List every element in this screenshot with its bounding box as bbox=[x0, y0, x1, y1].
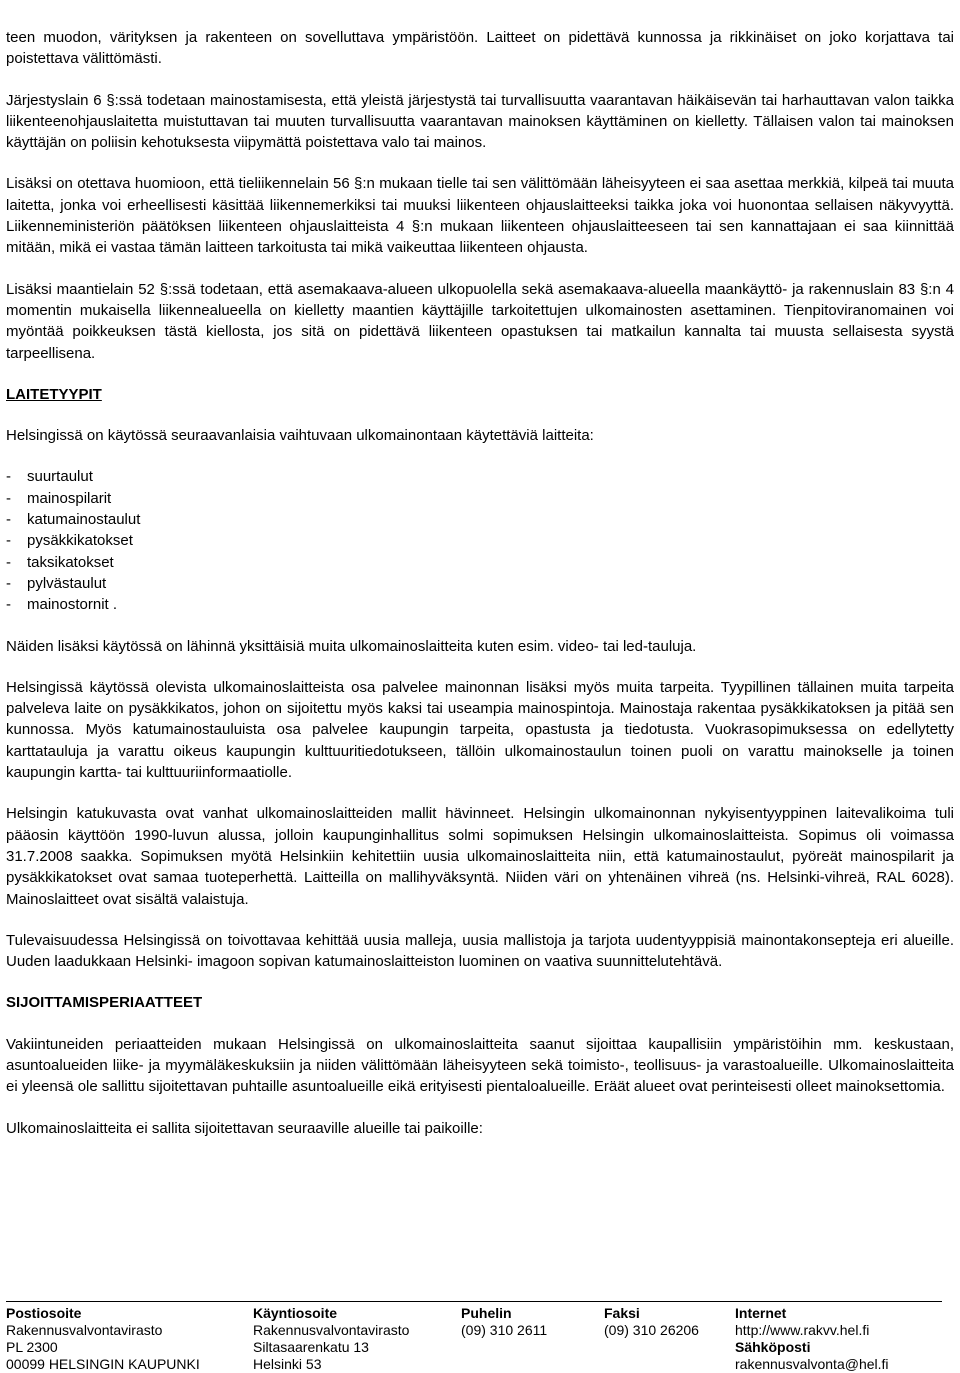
list-item: - pylvästaulut bbox=[6, 573, 954, 594]
list-item: - mainostornit . bbox=[6, 594, 954, 615]
heading-sijoittamisperiaatteet: SIJOITTAMISPERIAATTEET bbox=[6, 994, 203, 1012]
paragraph-future: Tulevaisuudessa Helsingissä on toivottavaa kehittää uusia malleja, uusia mallistoja ja tarjota uudentyyppisiä mainontakonsepteja eri alueille. Uuden laadukkaan Helsinki- imagoon sopivan katumainoslaitteiston luominen on vaativa suunnittelutehtävä. bbox=[6, 931, 954, 971]
list-item: - suurtaulut bbox=[6, 466, 954, 487]
footer-phone-label: Puhelin bbox=[461, 1305, 512, 1321]
footer-email-label: Sähköposti bbox=[735, 1339, 811, 1355]
paragraph-other-needs: Helsingissä käytössä olevista ulkomainoslaitteista osa palvelee mainonnan lisäksi myös muita tarpeita. Tyypillinen tällainen muita tarpeita palveleva laite on pysäkkikatos, johon on sijoitettu myös kaksi tai useampia mainospintoja. Mainostaja rakentaa pysäkkikatoksen ja pitää sen kunnossa. Myös katumainostauluista osa palvelee kaupungin tarpeita, opastusta ja tiedotusta. Vuokrasopimuksessa on edellytetty karttatauluja ja varattu oikeus kaupungin kulttuuritiedotukseen, tällöin ulkomainostaulun toinen puoli on varattu mainokselle ja toinen kaupungin kartta- tai kulttuuriinformaatiolle. bbox=[6, 678, 954, 782]
paragraph-maantielaki: Lisäksi maantielain 52 §:ssä todetaan, että asemakaava-alueen ulkopuolella sekä asemakaava-alueella maankäyttö- ja rakennuslain 83 §:n 4 momentin mukaisella liikennealueella on kielletty maantien käyttäjille tarkoitettujen ulkomainosten asettaminen. Tienpitoviranomainen voi myöntää poikkeuksen tästä kiellosta, jos sitä on pidettävä liikenteen opastuksen tai matkailun kannalta tai muusta sellaisesta syystä tarpeellisena. bbox=[6, 280, 954, 362]
footer-postal-line: Rakennusvalvontavirasto bbox=[6, 1322, 163, 1338]
paragraph-restricted-areas: Ulkomainoslaitteita ei sallita sijoitettavan seuraaville alueille tai paikoille: bbox=[6, 1119, 483, 1137]
footer-phone-value: (09) 310 2611 bbox=[461, 1322, 548, 1338]
heading-laitetyypit: LAITETYYPIT bbox=[6, 385, 102, 403]
list-item: - pysäkkikatokset bbox=[6, 530, 954, 551]
footer-internet bbox=[735, 1302, 942, 1373]
list-item: - mainospilarit bbox=[6, 488, 954, 509]
device-list bbox=[6, 466, 954, 615]
footer-postal-address bbox=[6, 1302, 253, 1373]
footer-postal-line: PL 2300 bbox=[6, 1339, 58, 1355]
paragraph-other-devices: Näiden lisäksi käytössä on lähinnä yksittäisiä muita ulkomainoslaitteita kuten esim. video- tai led-tauluja. bbox=[6, 637, 697, 655]
footer-visiting-address bbox=[253, 1302, 461, 1373]
list-item: - katumainostaulut bbox=[6, 509, 954, 530]
footer-phone bbox=[461, 1302, 604, 1373]
paragraph-tieliikennelaki: Lisäksi on otettava huomioon, että tieliikennelain 56 §:n mukaan tielle tai sen välittömään läheisyyteen ei saa asettaa merkkiä, kilpeä tai muuta laitetta, jonka voi erheellisesti käsittää liikennemerkiksi tai muuksi liikenteen ohjauslaitteeksi taikka joka voi huonontaa sellaisen näkyvyyttä. Liikenneministeriön päätöksen liikenteen ohjauslaitteista 4 §:n mukaan liikenteen ohjauslaitteeseen tai sen kannattajaan ei saa kiinnittää mitään, mikä ei vastaa tämän laitteen tarkoitusta tai mikä vaikeuttaa liikenteen ohjausta. bbox=[6, 175, 954, 257]
footer-fax-value: (09) 310 26206 bbox=[604, 1322, 699, 1338]
footer-internet-label: Internet bbox=[735, 1305, 787, 1321]
list-item: - taksikatokset bbox=[6, 552, 954, 573]
footer-postal-line: 00099 HELSINGIN KAUPUNKI bbox=[6, 1356, 200, 1372]
footer-visiting-line: Helsinki 53 bbox=[253, 1356, 322, 1372]
paragraph-history: Helsingin katukuvasta ovat vanhat ulkomainoslaitteiden mallit hävinneet. Helsingin ulkomainonnan nykyisentyyppinen laitevalikoima tuli pääosin käyttöön 1990-luvun alussa, jolloin kaupunginhallitus solmi sopimuksen Helsingin ulkomainoslaitteista. Sopimus oli voimassa 31.7.2008 saakka. Sopimuksen myötä Helsinkiin kehitettiin uusia ulkomainoslaitteita niin, että katumainostaulut, pyöreät mainospilarit ja pysäkkikatokset ovat samaa tuoteperhettä. Laitteilla on mallihyväksyntä. Niiden väri on yhtenäinen vihreä (ns. Helsinki-vihreä, RAL 6028). Mainoslaitteet ovat sisältä valaistuja. bbox=[6, 805, 954, 908]
paragraph-placement-principles: Vakiintuneiden periaatteiden mukaan Helsingissä on ulkomainoslaitteita saanut sijoittaa kaupallisiin ympäristöihin mm. keskustaan, asuntoalueiden liike- ja myymäläkeskuksiin ja niiden välittömään läheisyyteen sekä toimisto-, teollisuus- ja varastoalueille. Ulkomainoslaitteita ei yleensä ole sallittu sijoitettavan puhtaille asuntoalueille eikä erityisesti pientaloalueille. Eräät alueet ovat perinteisesti olleet mainoksettomia. bbox=[6, 1035, 954, 1096]
footer-postal-label: Postiosoite bbox=[6, 1305, 82, 1321]
footer-internet-url[interactable]: http://www.rakvv.hel.fi bbox=[735, 1322, 870, 1338]
document-body bbox=[6, 27, 954, 1159]
paragraph-device-intro: Helsingissä on käytössä seuraavanlaisia vaihtuvaan ulkomainontaan käytettäviä laitteita: bbox=[6, 427, 594, 445]
page-footer bbox=[6, 1301, 942, 1373]
footer-visiting-line: Siltasaarenkatu 13 bbox=[253, 1339, 369, 1355]
paragraph-jarjestyslaki: Järjestyslain 6 §:ssä todetaan mainostamisesta, että yleistä järjestystä tai turvallisuutta vaarantavan häikäisevän tai harhauttavan valon taikka liikenteenohjauslaitetta muistuttavan tai muuten turvallisuutta vaarantavan mainoksen käyttäminen on kielletty. Tällaisen valon tai mainoksen käyttäjän on poliisin kehotuksesta viipymättä poistettava valo tai mainos. bbox=[6, 91, 954, 152]
footer-email-address[interactable]: rakennusvalvonta@hel.fi bbox=[735, 1356, 889, 1372]
footer-fax bbox=[604, 1302, 735, 1373]
footer-visiting-line: Rakennusvalvontavirasto bbox=[253, 1322, 410, 1338]
footer-fax-label: Faksi bbox=[604, 1305, 640, 1321]
paragraph-intro-continuation: teen muodon, värityksen ja rakenteen on sovelluttava ympäristöön. Laitteet on pidettävä kunnossa ja rikkinäiset on joko korjattava tai poistettava välittömästi. bbox=[6, 29, 954, 68]
footer-visiting-label: Käyntiosoite bbox=[253, 1305, 338, 1321]
